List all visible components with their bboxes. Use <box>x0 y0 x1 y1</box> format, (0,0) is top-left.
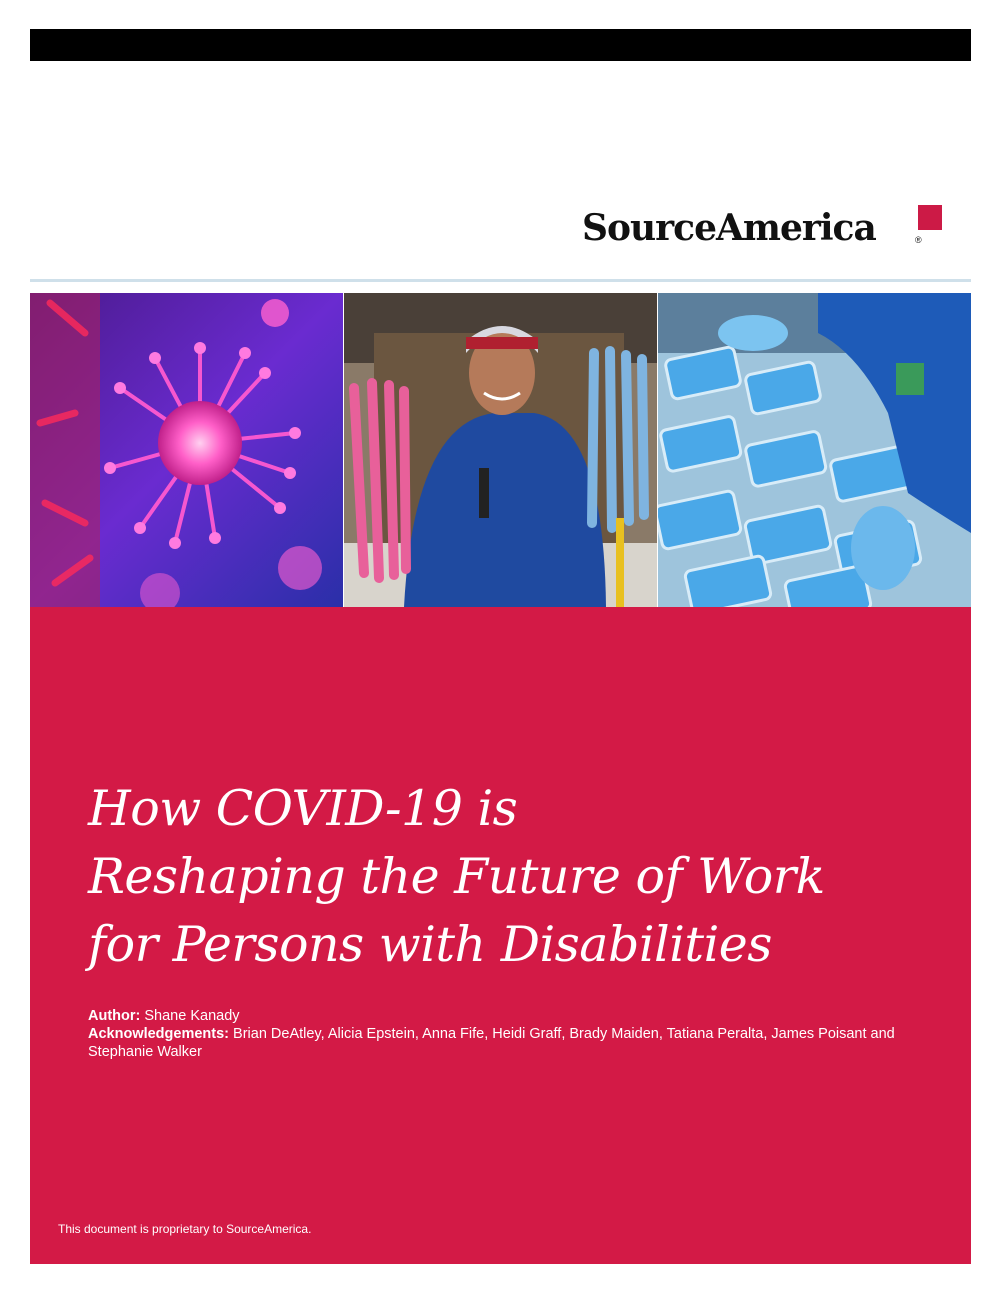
acknowledgements-line <box>88 1025 938 1061</box>
credits-block <box>88 1007 938 1061</box>
sourceamerica-logo <box>582 203 922 253</box>
face-masks-packaging-photo <box>658 293 971 607</box>
author-name: Shane Kanady <box>144 1008 240 1024</box>
author-label: Author: <box>88 1008 141 1024</box>
cover-red-panel <box>30 607 971 1264</box>
title-line: for Persons with Disabilities <box>88 916 772 973</box>
document-title <box>88 775 948 979</box>
title-line: Reshaping the Future of Work <box>88 848 825 905</box>
author-line <box>88 1007 938 1025</box>
acknowledgements-names: Brian DeAtley, Alicia Epstein, Anna Fife, Heidi Graff, Brady Maiden, Tatiana Peralta, James Poisant and Stephanie Walker <box>88 1026 895 1060</box>
logo-wordmark: SourceAmerica <box>582 207 876 249</box>
acknowledgements-label: Acknowledgements: <box>88 1026 229 1042</box>
worker-with-mops-photo <box>344 293 657 607</box>
logo-red-square <box>918 205 942 230</box>
title-line: How COVID-19 is <box>88 780 518 837</box>
coronavirus-photo <box>30 293 343 607</box>
registered-mark: ® <box>915 235 922 245</box>
top-black-bar <box>30 29 971 61</box>
proprietary-notice: This document is proprietary to SourceAmerica. <box>58 1222 312 1236</box>
header-divider <box>30 279 971 282</box>
